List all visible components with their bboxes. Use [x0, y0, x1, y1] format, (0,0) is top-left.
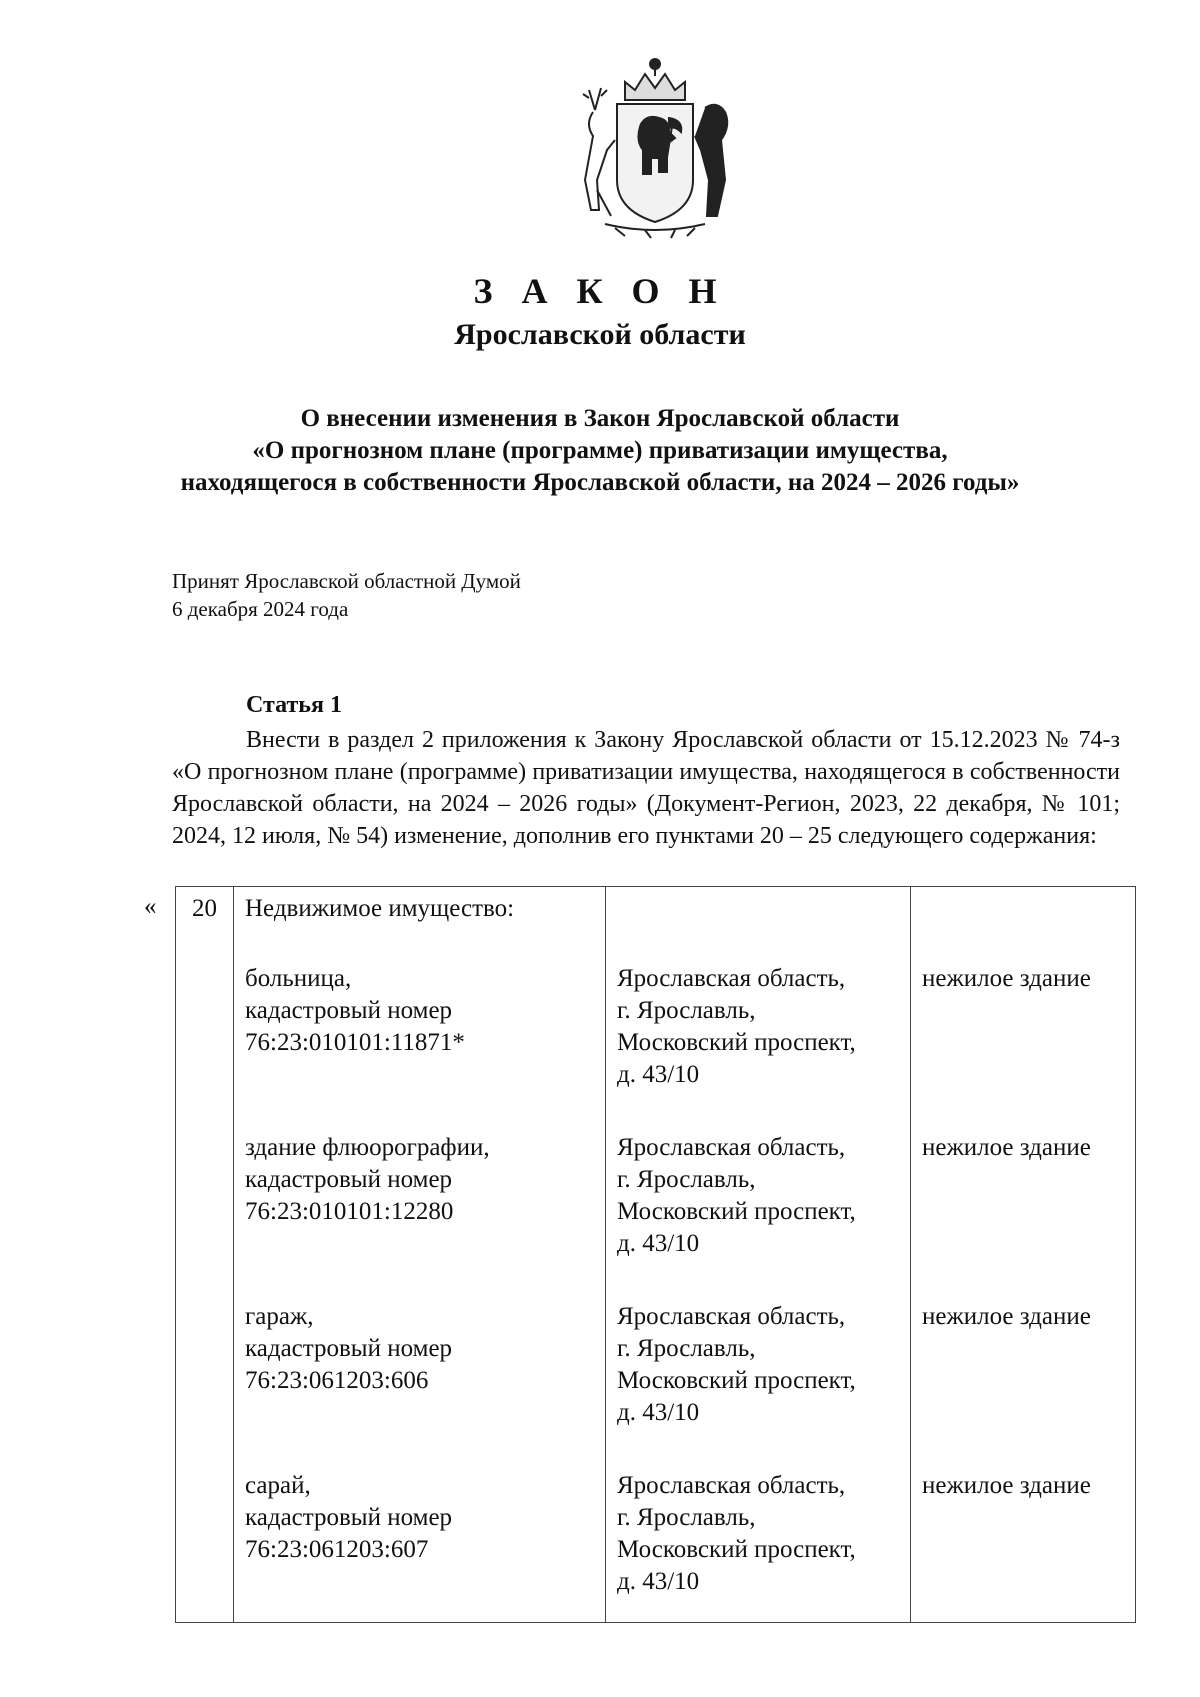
- item-cad-label: кадастровый номер: [245, 1504, 453, 1531]
- article-title: Статья 1: [246, 692, 342, 718]
- item-cad-number: 76:23:061203:606: [245, 1367, 429, 1394]
- item-cad-label: кадастровый номер: [245, 1166, 453, 1193]
- address-line: д. 43/10: [617, 1568, 700, 1595]
- property-type: нежилое здание: [922, 1303, 1091, 1330]
- law-heading: [150, 403, 1050, 499]
- law-subtitle: Ярославской области: [454, 318, 746, 351]
- address-line: д. 43/10: [617, 1230, 700, 1257]
- address-line: Московский проспект,: [617, 1536, 856, 1563]
- address-block: [606, 1464, 910, 1622]
- address-line: Московский проспект,: [617, 1367, 856, 1394]
- property-type: нежилое здание: [922, 1134, 1091, 1161]
- list-item: [234, 1464, 605, 1622]
- coat-of-arms-emblem: [555, 40, 755, 240]
- property-table: [175, 886, 1136, 1623]
- item-name: гараж,: [245, 1303, 314, 1330]
- address-line: Ярославская область,: [617, 1134, 846, 1161]
- property-type: нежилое здание: [922, 1472, 1091, 1499]
- address-block: [606, 957, 910, 1126]
- property-type-cell: [911, 887, 1136, 1623]
- address-line: д. 43/10: [617, 1061, 700, 1088]
- law-title: З А К О Н: [473, 271, 727, 311]
- address-line: д. 43/10: [617, 1399, 700, 1426]
- address-line: г. Ярославль,: [617, 1335, 756, 1362]
- heading-line-1: О внесении изменения в Закон Ярославской области: [300, 405, 900, 432]
- property-address-cell: [606, 887, 911, 1623]
- heading-line-2: «О прогнозном плане (программе) приватизации имущества,: [252, 437, 948, 464]
- address-block: [606, 1295, 910, 1464]
- address-line: г. Ярославль,: [617, 997, 756, 1024]
- property-description-cell: [234, 887, 606, 1623]
- item-cad-number: 76:23:010101:11871*: [245, 1029, 465, 1056]
- address-line: Ярославская область,: [617, 1303, 846, 1330]
- list-item: [234, 957, 605, 1126]
- opening-quote: «: [144, 893, 157, 920]
- article-body: Внести в раздел 2 приложения к Закону Ярославской области от 15.12.2023 № 74-з «О прогнозном плане (программе) приватизации имущества, находящегося в собственности Ярославской области, на 2024 – 2026 годы» (Документ-Регион, 2023, 22 декабря, № 101; 2024, 12 июля, № 54) изменение, дополнив его пунктами 20 – 25 следующего содержания:: [172, 727, 1120, 849]
- list-item: [234, 1295, 605, 1464]
- adopted-by: Принят Ярославской областной Думой: [172, 569, 521, 593]
- list-item: [234, 1126, 605, 1295]
- item-cad-number: 76:23:061203:607: [245, 1536, 429, 1563]
- address-line: Ярославская область,: [617, 965, 846, 992]
- adoption-info: [172, 567, 521, 623]
- row-number: 20: [176, 887, 234, 1623]
- address-line: г. Ярославль,: [617, 1504, 756, 1531]
- item-cad-label: кадастровый номер: [245, 997, 453, 1024]
- address-line: Московский проспект,: [617, 1198, 856, 1225]
- item-cad-label: кадастровый номер: [245, 1335, 453, 1362]
- address-line: Московский проспект,: [617, 1029, 856, 1056]
- address-block: [606, 1126, 910, 1295]
- adopted-date: 6 декабря 2024 года: [172, 597, 349, 621]
- category-label: Недвижимое имущество:: [245, 895, 515, 922]
- item-cad-number: 76:23:010101:12280: [245, 1198, 454, 1225]
- property-type: нежилое здание: [922, 965, 1091, 992]
- heading-line-3: находящегося в собственности Ярославской области, на 2024 – 2026 годы»: [180, 469, 1020, 496]
- item-name: здание флюорографии,: [245, 1134, 490, 1161]
- table-row: [176, 887, 1136, 1623]
- item-name: сарай,: [245, 1472, 311, 1499]
- item-name: больница,: [245, 965, 352, 992]
- address-line: Ярославская область,: [617, 1472, 846, 1499]
- address-line: г. Ярославль,: [617, 1166, 756, 1193]
